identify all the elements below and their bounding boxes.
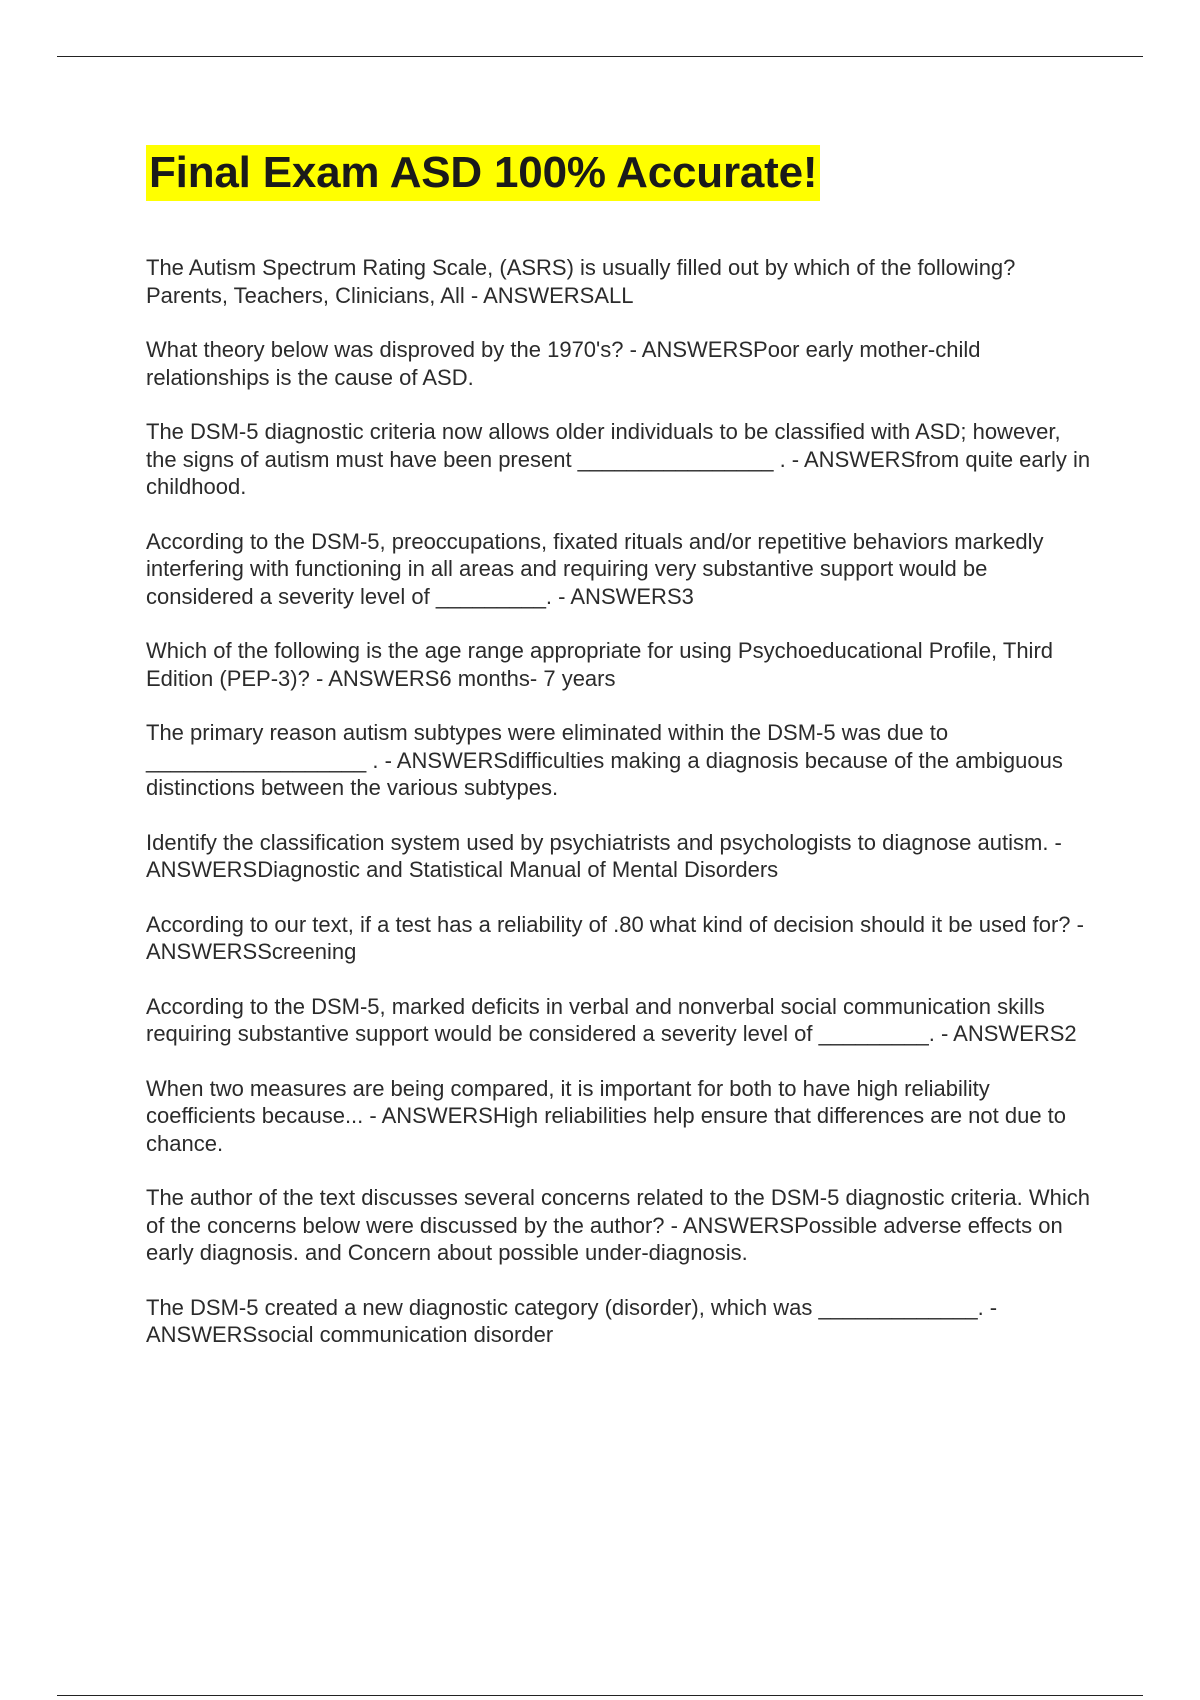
qa-item: According to our text, if a test has a reliability of .80 what kind of decision should it be used for? - ANSWERSScreening xyxy=(146,911,1084,964)
qa-item: According to the DSM-5, preoccupations, fixated rituals and/or repetitive behaviors markedly interfering with functioning in all areas and requiring very substantive support would be considered a severity level of _________. - ANSWERS3 xyxy=(146,528,1044,609)
qa-item: The author of the text discusses several concerns related to the DSM-5 diagnostic criteria. Which of the concerns below were discussed by the author? - ANSWERSPossible adverse effects on early diagnosis. and Concern about possible under-diagnosis. xyxy=(146,1185,1090,1265)
qa-item: The Autism Spectrum Rating Scale, (ASRS) is usually filled out by which of the following? Parents, Teachers, Clinicians, All - ANSWERSALL xyxy=(146,255,1016,308)
qa-item: What theory below was disproved by the 1970's? - ANSWERSPoor early mother-child relationships is the cause of ASD. xyxy=(146,337,981,390)
qa-item: Which of the following is the age range appropriate for using Psychoeducational Profile, Third Edition (PEP-3)? - ANSWERS6 months- 7 years xyxy=(146,638,1054,691)
bottom-rule xyxy=(57,1695,1143,1696)
top-rule xyxy=(57,56,1143,57)
qa-item: According to the DSM-5, marked deficits in verbal and nonverbal social communication skills requiring substantive support would be considered a severity level of _________. - ANSWERS2 xyxy=(146,993,1077,1046)
document-body xyxy=(146,145,1096,1376)
qa-item: The DSM-5 diagnostic criteria now allows older individuals to be classified with ASD; however, the signs of autism must have been present ________________ . - ANSWERSfrom quite early in childhood. xyxy=(146,419,1091,499)
qa-item: The DSM-5 created a new diagnostic category (disorder), which was _____________. - ANSWERSsocial communication disorder xyxy=(146,1294,998,1347)
qa-item: The primary reason autism subtypes were eliminated within the DSM-5 was due to __________________ . - ANSWERSdifficulties making a diagnosis because of the ambiguous distinctions between the various subtypes. xyxy=(146,720,1063,800)
qa-list xyxy=(146,254,1096,1349)
qa-item: Identify the classification system used by psychiatrists and psychologists to diagnose autism. - ANSWERSDiagnostic and Statistical Manual of Mental Disorders xyxy=(146,829,1062,882)
document-title: Final Exam ASD 100% Accurate! xyxy=(146,145,820,201)
qa-item: When two measures are being compared, it is important for both to have high reliability coefficients because... - ANSWERSHigh reliabilities help ensure that differences are not due to chance. xyxy=(146,1075,1067,1156)
